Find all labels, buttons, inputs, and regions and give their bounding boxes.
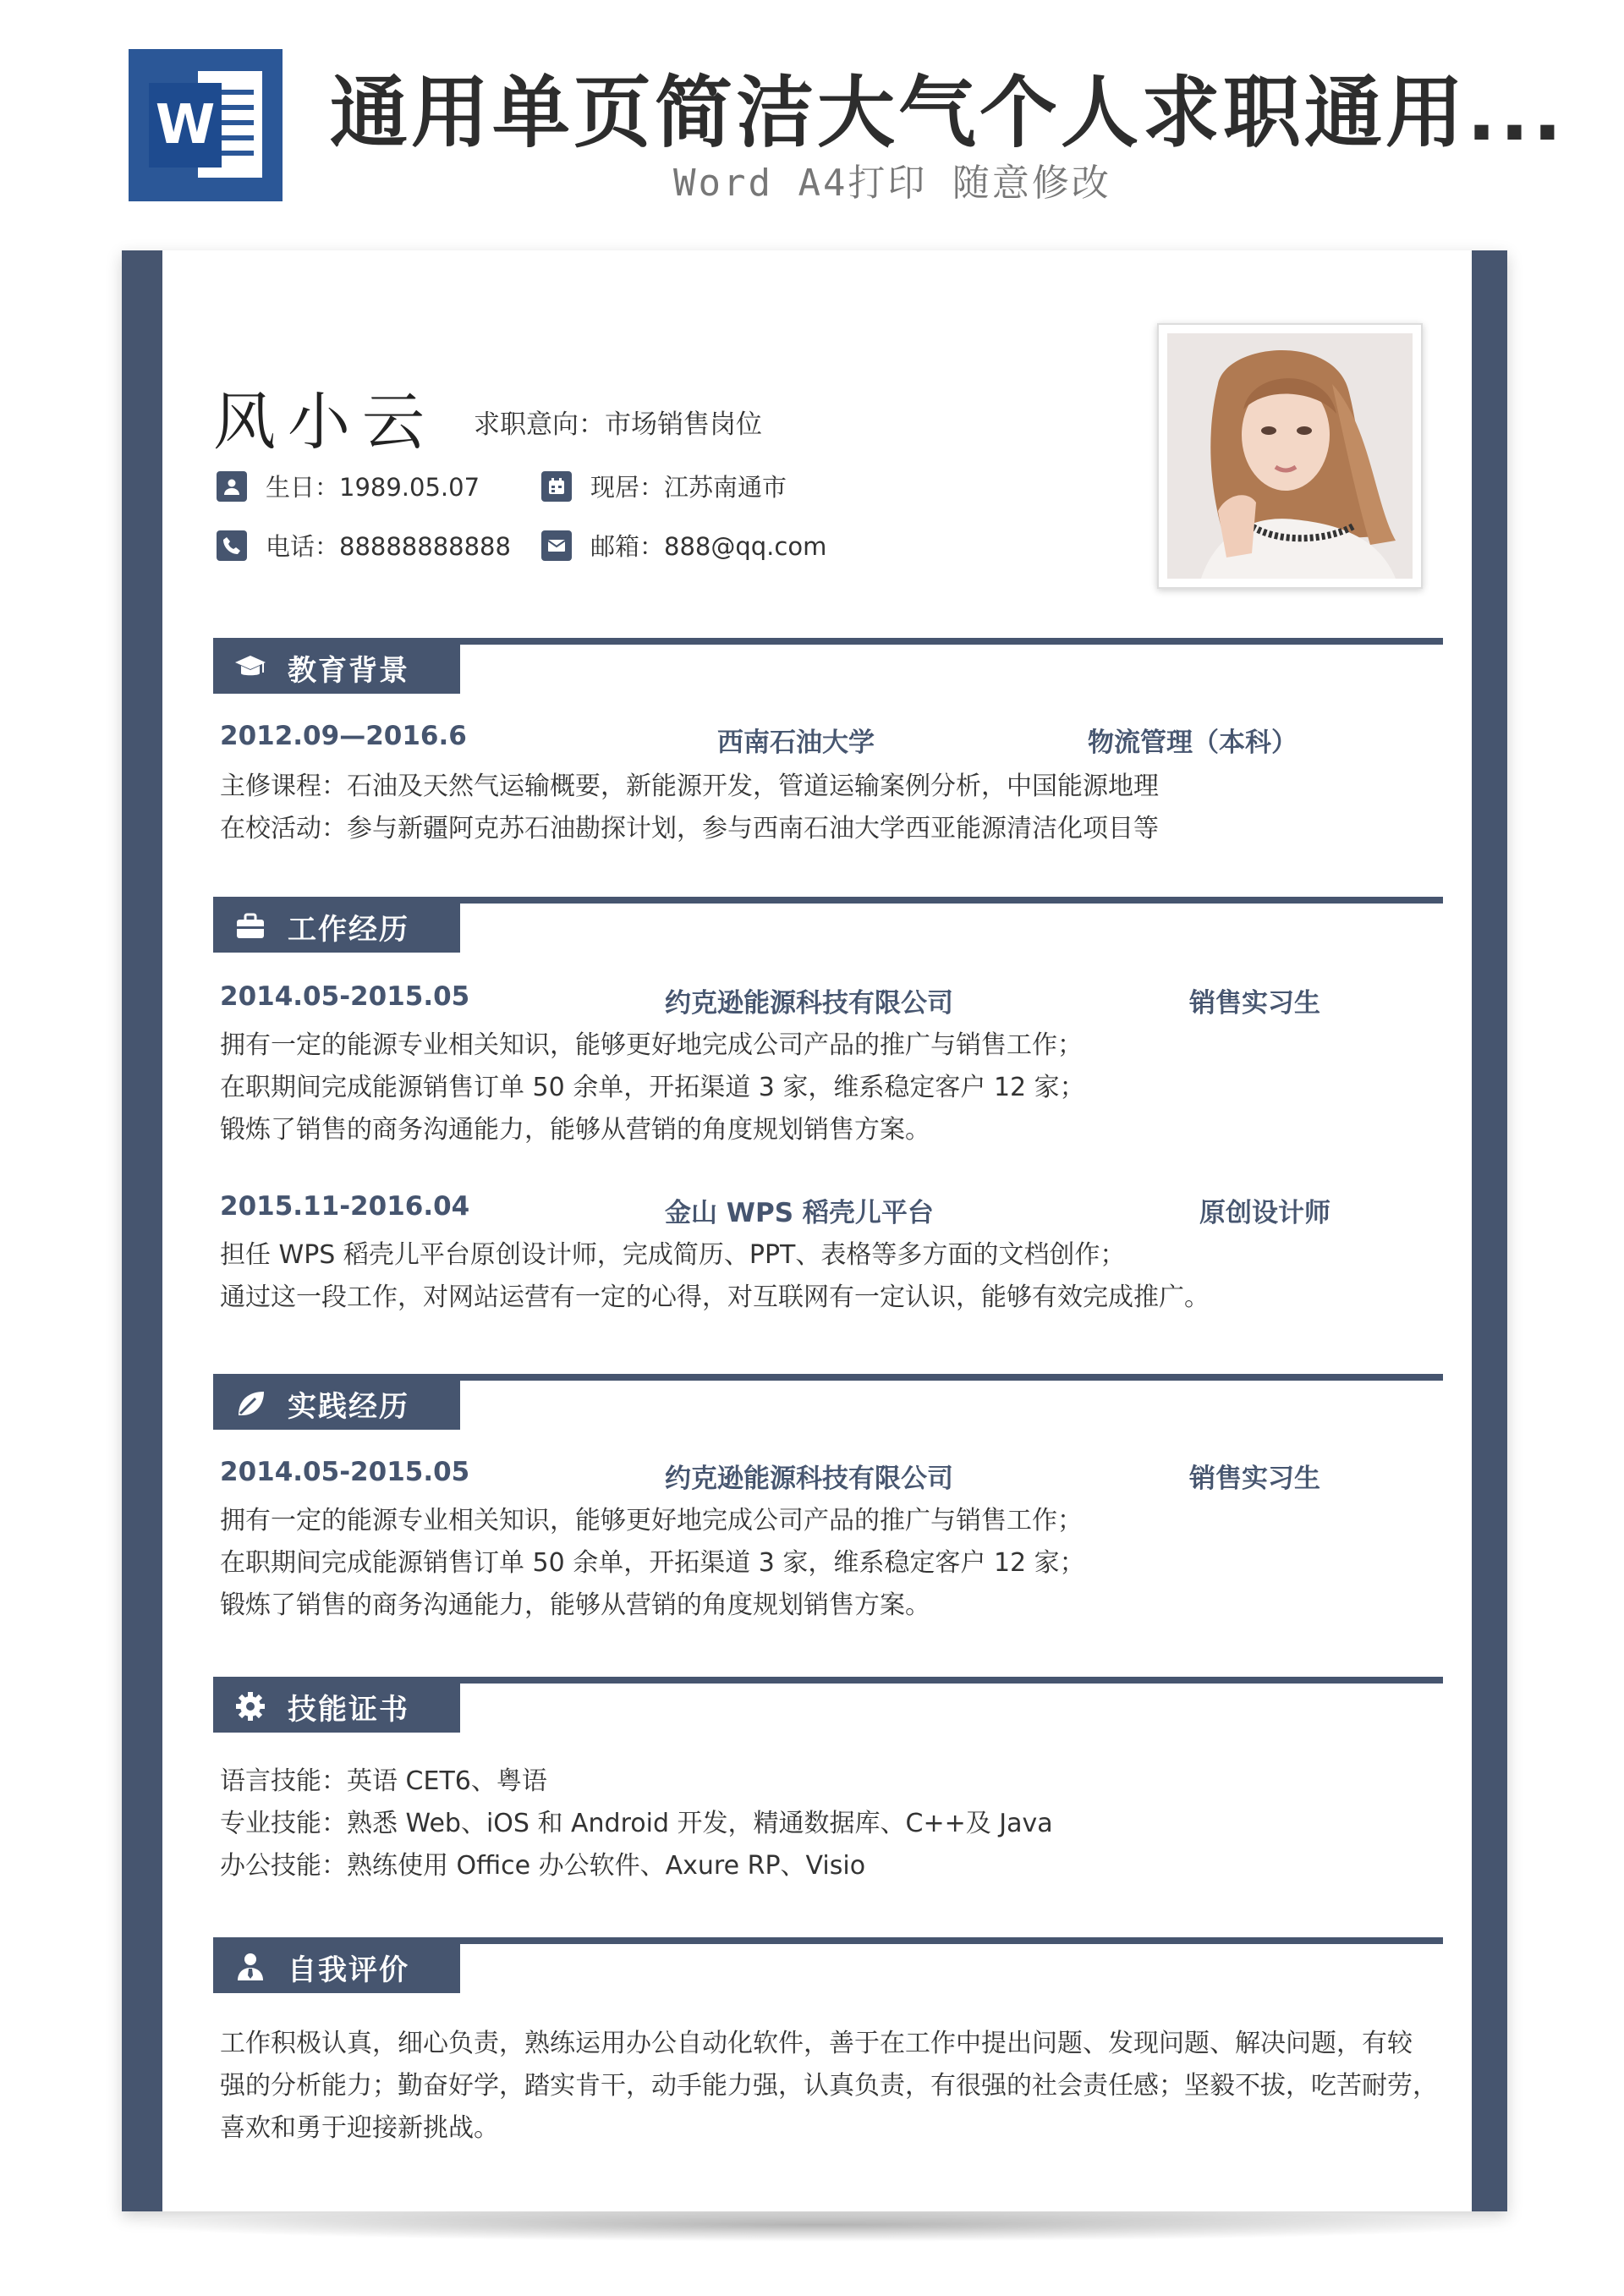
phone-icon [217, 530, 247, 561]
profile-photo-frame [1157, 323, 1423, 589]
work-title: 工作经历 [288, 912, 409, 947]
education-title: 教育背景 [288, 653, 409, 688]
work-date: 2014.05-2015.05 [220, 981, 470, 1012]
self-section-header [213, 1941, 460, 1993]
skills-line: 办公技能：熟练使用 Office 办公软件、Axure RP、Visio [220, 1851, 866, 1881]
skills-line: 专业技能：熟悉 Web、iOS 和 Android 开发，精通数据库、C++及 Java [220, 1809, 1053, 1838]
briefcase-icon [225, 909, 276, 943]
word-logo [129, 49, 283, 201]
self-line: 强的分析能力；勤奋好学，踏实肯干，动手能力强，认真负责，有很强的社会责任感；坚毅不拔，吃苦耐劳， [220, 2071, 1438, 2101]
profile-photo [1167, 333, 1413, 579]
graduation-cap-icon [225, 651, 276, 684]
self-title: 自我评价 [288, 1953, 409, 1987]
work-role: 销售实习生 [1189, 988, 1320, 1019]
self-line: 喜欢和勇于迎接新挑战。 [220, 2113, 499, 2143]
education-section-header [213, 641, 460, 694]
info-residence [541, 469, 787, 503]
skills-line: 语言技能：英语 CET6、粤语 [220, 1766, 547, 1796]
practice-section-header [213, 1377, 460, 1430]
mail-icon [541, 530, 572, 561]
work-line: 通过这一段工作，对网站运营有一定的心得，对互联网有一定认识，能够有效完成推广。 [220, 1283, 1210, 1312]
calendar-icon [541, 471, 572, 502]
phone-text: 电话：88888888888 [266, 532, 511, 561]
info-phone [217, 528, 511, 563]
practice-company: 约克逊能源科技有限公司 [665, 1464, 953, 1494]
skills-title: 技能证书 [288, 1692, 409, 1727]
practice-line: 拥有一定的能源专业相关知识，能够更好地完成公司产品的推广与销售工作； [220, 1506, 1083, 1535]
work-line: 担任 WPS 稻壳儿平台原创设计师，完成简历、PPT、表格等多方面的文档创作； [220, 1240, 1126, 1270]
work-line: 拥有一定的能源专业相关知识，能够更好地完成公司产品的推广与销售工作； [220, 1030, 1083, 1060]
practice-date: 2014.05-2015.05 [220, 1457, 470, 1487]
education-date: 2012.09—2016.6 [220, 721, 467, 751]
work-role: 原创设计师 [1199, 1198, 1330, 1228]
job-intent: 求职意向：市场销售岗位 [474, 409, 762, 440]
leaf-icon [225, 1387, 276, 1420]
info-email [541, 528, 826, 563]
candidate-name: 风小云 [213, 386, 436, 459]
user-tie-icon [225, 1950, 276, 1984]
word-logo-letter: W [149, 83, 222, 168]
work-company: 金山 WPS 稻壳儿平台 [665, 1198, 934, 1228]
education-line: 主修课程：石油及天然气运输概要，新能源开发，管道运输案例分析，中国能源地理 [220, 772, 1159, 801]
banner-subtitle: Word A4打印 随意修改 [673, 162, 1111, 205]
sheet-shadow [127, 2208, 1514, 2242]
education-line: 在校活动：参与新疆阿克苏石油勘探计划，参与西南石油大学西亚能源清洁化项目等 [220, 814, 1159, 843]
birth-text: 生日：1989.05.07 [266, 473, 480, 502]
work-company: 约克逊能源科技有限公司 [665, 988, 953, 1019]
education-school: 西南石油大学 [717, 728, 875, 758]
skills-section-header [213, 1680, 460, 1733]
practice-title: 实践经历 [288, 1389, 409, 1424]
practice-line: 锻炼了销售的商务沟通能力，能够从营销的角度规划销售方案。 [220, 1590, 930, 1620]
banner-title: 通用单页简洁大气个人求职通用... [330, 68, 1566, 158]
work-line: 锻炼了销售的商务沟通能力，能够从营销的角度规划销售方案。 [220, 1115, 930, 1145]
education-major: 物流管理（本科） [1088, 728, 1298, 758]
work-date: 2015.11-2016.04 [220, 1191, 470, 1222]
info-birth [217, 469, 480, 503]
practice-role: 销售实习生 [1189, 1464, 1320, 1494]
email-text: 邮箱：888@qq.com [590, 532, 827, 561]
self-line: 工作积极认真，细心负责，熟练运用办公自动化软件，善于在工作中提出问题、发现问题、解决问题，有较 [220, 2029, 1413, 2058]
practice-line: 在职期间完成能源销售订单 50 余单，开拓渠道 3 家，维系稳定客户 12 家； [220, 1548, 1085, 1578]
person-icon [217, 471, 247, 502]
gear-icon [225, 1689, 276, 1723]
work-section-header [213, 900, 460, 953]
residence-text: 现居：江苏南通市 [590, 473, 787, 502]
work-line: 在职期间完成能源销售订单 50 余单，开拓渠道 3 家，维系稳定客户 12 家； [220, 1073, 1085, 1102]
